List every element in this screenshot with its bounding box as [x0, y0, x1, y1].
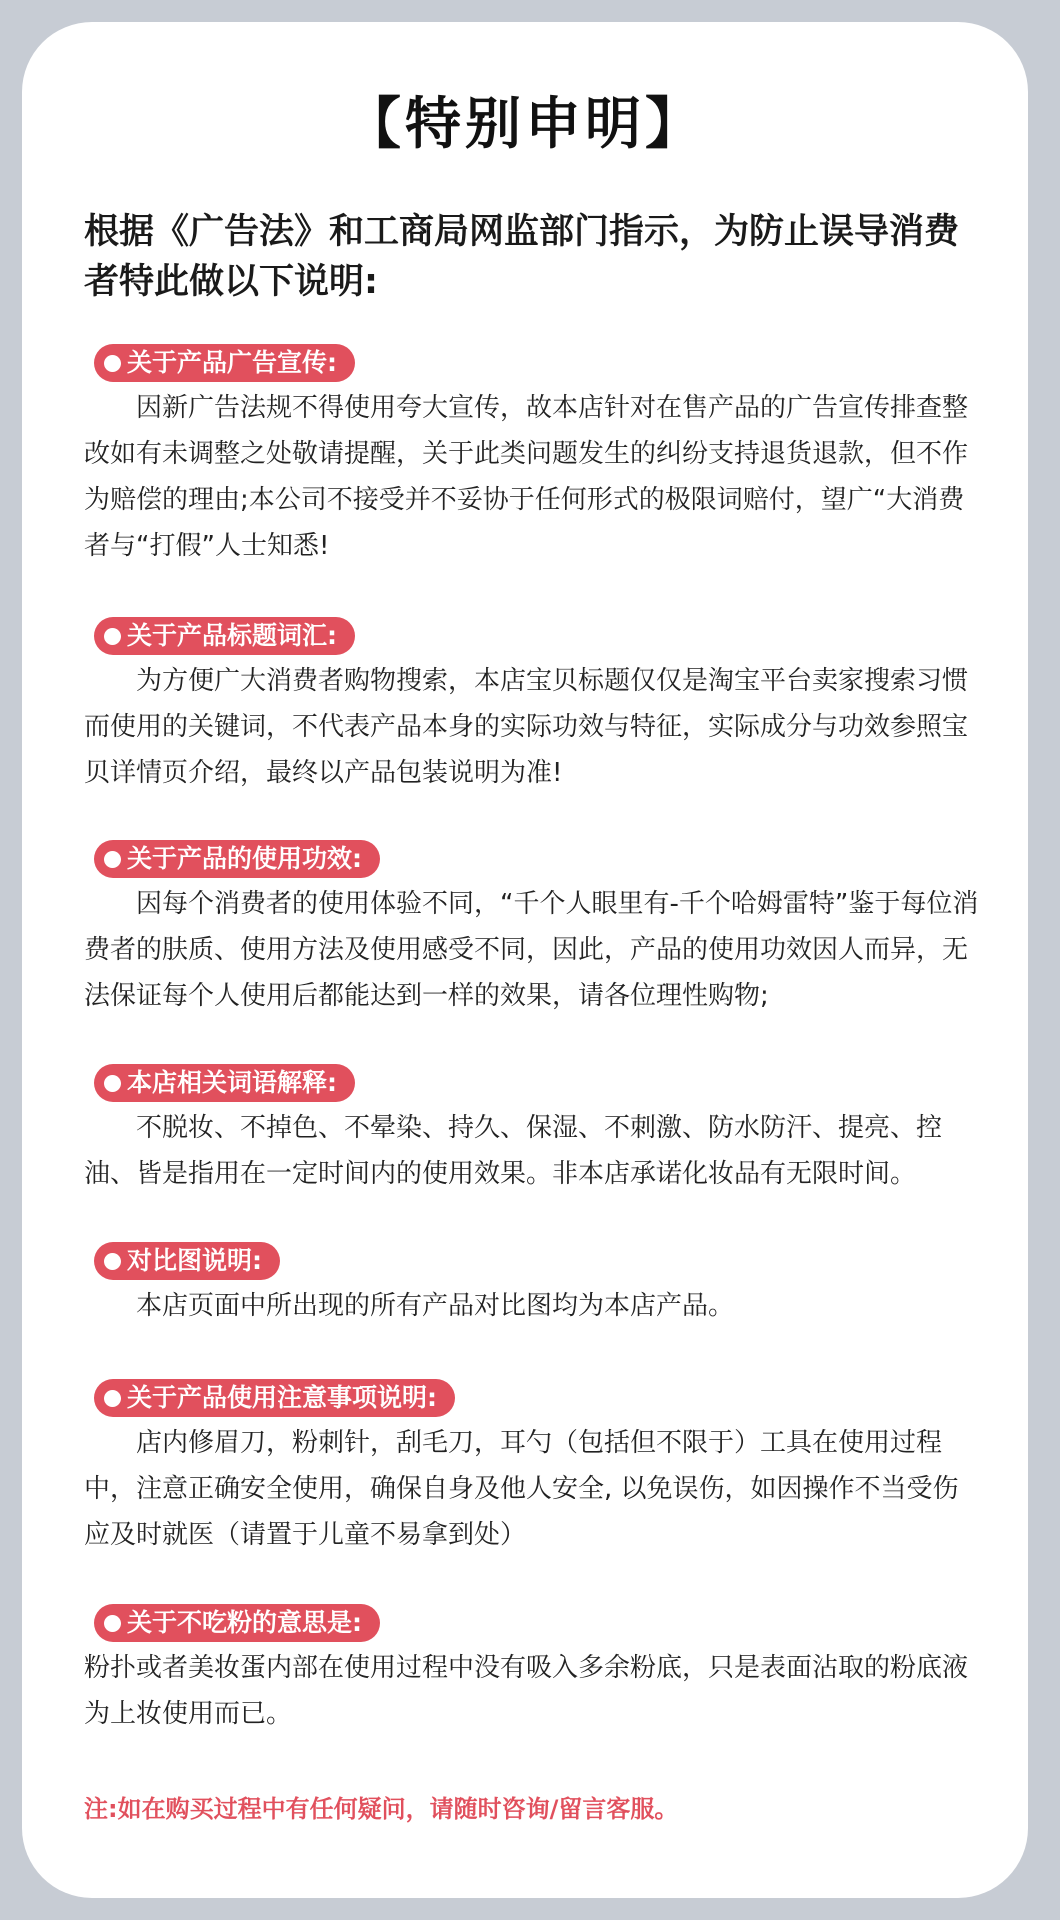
bullet-dot-icon: [104, 355, 121, 372]
section-term-explanation: [84, 1064, 984, 1197]
section-badge: [94, 617, 355, 655]
section-comparison-images: [84, 1242, 984, 1329]
section-body: 粉扑或者美妆蛋内部在使用过程中没有吸入多余粉底，只是表面沾取的粉底液为上妆使用而已。: [84, 1653, 969, 1729]
section-heading: 对比图说明:: [127, 1246, 262, 1275]
bullet-dot-icon: [104, 851, 121, 868]
section-usage-precautions: [84, 1379, 984, 1558]
section-badge: [94, 840, 380, 878]
section-body: 本店页面中所出现的所有产品对比图均为本店产品。: [136, 1291, 735, 1321]
bullet-dot-icon: [104, 1253, 121, 1270]
intro-text: 根据《广告法》和工商局网监部门指示，为防止误导消费者特此做以下说明:: [84, 212, 960, 302]
section-badge: [94, 1604, 380, 1642]
section-body: 因新广告法规不得使用夸大宣传，故本店针对在售产品的广告宣传排查整改如有未调整之处敬请提醒，关于此类问题发生的纠纷支持退货退款，但不作为赔偿的理由;本公司不接受并不妥协于任何形式的极限词赔付，望广“大消费者与“打假”人士知悉!: [84, 393, 969, 561]
section-heading: 关于不吃粉的意思是:: [127, 1608, 362, 1637]
section-product-title: [84, 617, 984, 796]
section-badge: [94, 344, 355, 382]
section-badge: [94, 1064, 355, 1102]
bullet-dot-icon: [104, 1075, 121, 1092]
section-heading: 关于产品标题词汇:: [127, 621, 337, 650]
section-powder-absorption: [84, 1604, 984, 1737]
bullet-dot-icon: [104, 1615, 121, 1632]
section-ad-promotion: [84, 344, 984, 569]
section-badge: [94, 1242, 280, 1280]
statement-card: [22, 22, 1028, 1898]
section-body: 不脱妆、不掉色、不晕染、持久、保湿、不刺激、防水防汗、提亮、控油、皆是指用在一定时间内的使用效果。非本店承诺化妆品有无限时间。: [84, 1113, 943, 1189]
section-badge: [94, 1379, 455, 1417]
section-body: 因每个消费者的使用体验不同，“千个人眼里有-千个哈姆雷特”鉴于每位消费者的肤质、使用方法及使用感受不同，因此，产品的使用功效因人而异，无法保证每个人使用后都能达到一样的效果，请各位理性购物;: [84, 889, 979, 1011]
section-heading: 关于产品广告宣传:: [127, 348, 337, 377]
bullet-dot-icon: [104, 628, 121, 645]
page-title: 【特别申明】: [345, 92, 705, 157]
section-heading: 关于产品的使用功效:: [127, 844, 362, 873]
section-heading: 关于产品使用注意事项说明:: [127, 1383, 437, 1412]
section-heading: 本店相关词语解释:: [127, 1068, 337, 1097]
section-body: 为方便广大消费者购物搜索，本店宝贝标题仅仅是淘宝平台卖家搜索习惯而使用的关键词，不代表产品本身的实际功效与特征，实际成分与功效参照宝贝详情页介绍，最终以产品包装说明为准!: [84, 666, 969, 788]
section-product-efficacy: [84, 840, 984, 1019]
bullet-dot-icon: [104, 1390, 121, 1407]
customer-service-note: 注:如在购买过程中有任何疑问，请随时咨询/留言客服。: [84, 1795, 679, 1823]
section-body: 店内修眉刀，粉刺针，刮毛刀，耳勺（包括但不限于）工具在使用过程中，注意正确安全使用，确保自身及他人安全, 以免误伤，如因操作不当受伤应及时就医（请置于儿童不易拿到处）: [84, 1428, 959, 1550]
